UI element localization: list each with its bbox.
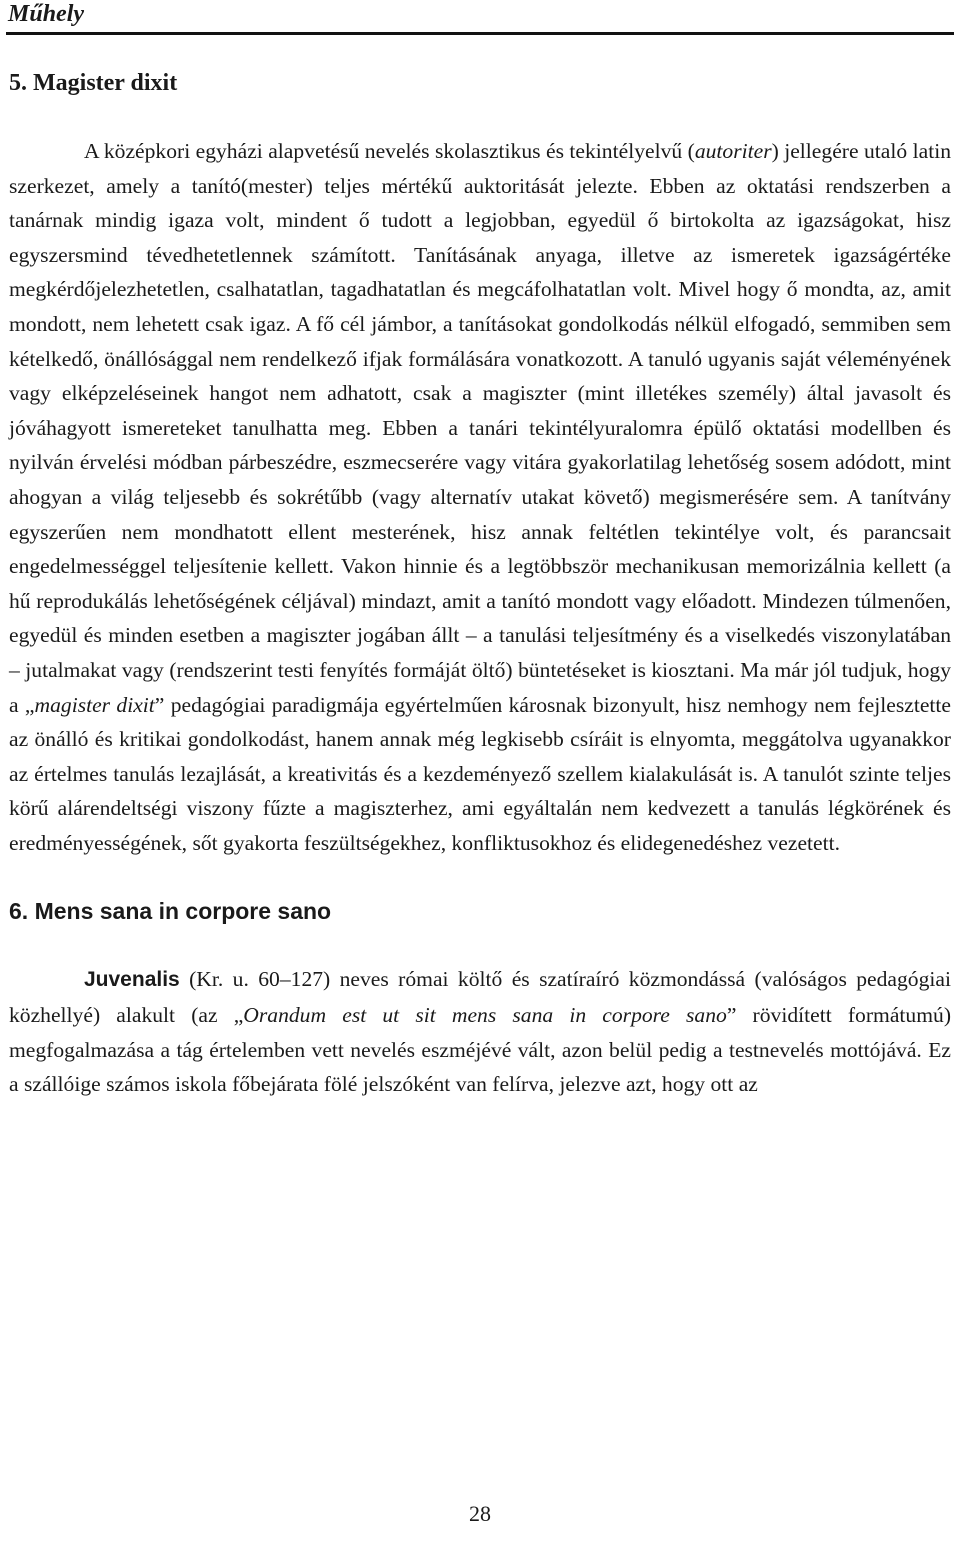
- italic-term: magister dixit: [34, 692, 155, 717]
- paragraph-text: (Kr. u. 60–127) neves római költő és szatíraíró közmondássá (valóságos pedagógiai közhellyé) alakult (az „: [9, 967, 951, 1028]
- paragraph-text: ) jellegére utaló latin szerkezet, amely a tanító(mester) teljes mértékű auktoritását jelezte. Ebben az oktatási rendszerben a tanárnak mindig igaza volt, mindent ő tudott a legjobban, egyedül ő birtokolta az igazságokat, hisz egyszersmind tévedhetetlennek számított. Tanításának anyaga, illetve az ismeretek igazságértéke megkérdőjelezhetetlen, csalhatatlan, tagadhatatlan és megcáfolhatatlan volt. Mivel hogy ő mondta, az, amit mondott, nem lehetett csak igaz. A fő cél jámbor, a tanításokat gondolkodás nélkül elfogadó, semmiben sem kételkedő, önállósággal nem rendelkező ifjak formálására vonatkozott. A tanuló ugyanis saját véleményének vagy elképzeléseinek hangot nem adhatott, csak a magiszter (mint illetékes személy) által javasolt és jóváhagyott ismereteket tanulhatta meg. Ebben a tanári tekintélyuralomra épülő oktatási modellben és nyilván érvelési módban párbeszédre, eszmecserére vagy vitára gyakorlatilag lehetőség sosem adódott, mint ahogyan a világ teljesebb és sokrétűbb (vagy alternatív utakat követő) megismerésére sem. A tanítvány egyszerűen nem mondhatott ellent mesterének, hisz annak feltétlen tekintélye volt, és parancsait engedelmességgel teljesítenie kellett. Vakon hinnie és a legtöbbször mechanikusan memorizálnia kellett (a hű reprodukálás lehetőségének céljával) mindazt, amit a tanító mondott vagy előadott. Mindezen túlmenően, egyedül és minden esetben a magiszter jogában állt – a tanulási teljesítmény és a viselkedés viszonylatában – jutalmakat vagy (rendszerint testi fenyítés formáját öltő) büntetéseket is kiosztani. Ma már jól tudjuk, hogy a „: [9, 139, 951, 717]
- paragraph-text: ” rövidített formátumú) megfogalmazása a tág értelemben vett nevelés eszméjévé vált, azon belül pedig a testnevelés mottójává. Ez a szállóige számos iskola főbejárata fölé jelszóként van felírva, jelezve azt, hogy ott az: [9, 1003, 952, 1097]
- page-number: 28: [469, 1501, 491, 1526]
- page-content: [9, 66, 951, 1102]
- paragraph-text: ” pedagógiai paradigmája egyértelműen károsnak bizonyult, hisz nemhogy nem fejlesztette az önálló és kritikai gondolkodást, hanem annak még legkisebb csíráit is elnyomta, meggátolva ugyanakkor az értelmes tanulás lezajlását, a kreativitás és a kezdeményező szellem kialakulását is. A tanulót szinte teljes körű alárendeltségi viszony fűzte a magiszterhez, ami egyáltalán nem kedvezett a tanulás légkörének és eredményességének, sőt gyakorta feszültségekhez, konfliktusokhoz és elidegenedéshez vezetett.: [9, 692, 951, 855]
- author-name: Juvenalis: [84, 968, 180, 992]
- section-heading-mens-sana: 6. Mens sana in corpore sano: [9, 898, 332, 925]
- paragraph-mens-sana: [9, 962, 951, 1101]
- page-header: [6, 0, 954, 35]
- running-header-title: Műhely: [8, 1, 85, 27]
- paragraph-text: A középkori egyházi alapvetésű nevelés skolasztikus és tekintélyelvű (: [84, 139, 695, 163]
- italic-term: autoriter: [694, 139, 772, 163]
- italic-quote: Orandum est ut sit mens sana in corpore sano: [243, 1003, 727, 1028]
- paragraph-magister-dixit: [9, 134, 951, 860]
- section-heading-magister-dixit: 5. Magister dixit: [9, 70, 178, 96]
